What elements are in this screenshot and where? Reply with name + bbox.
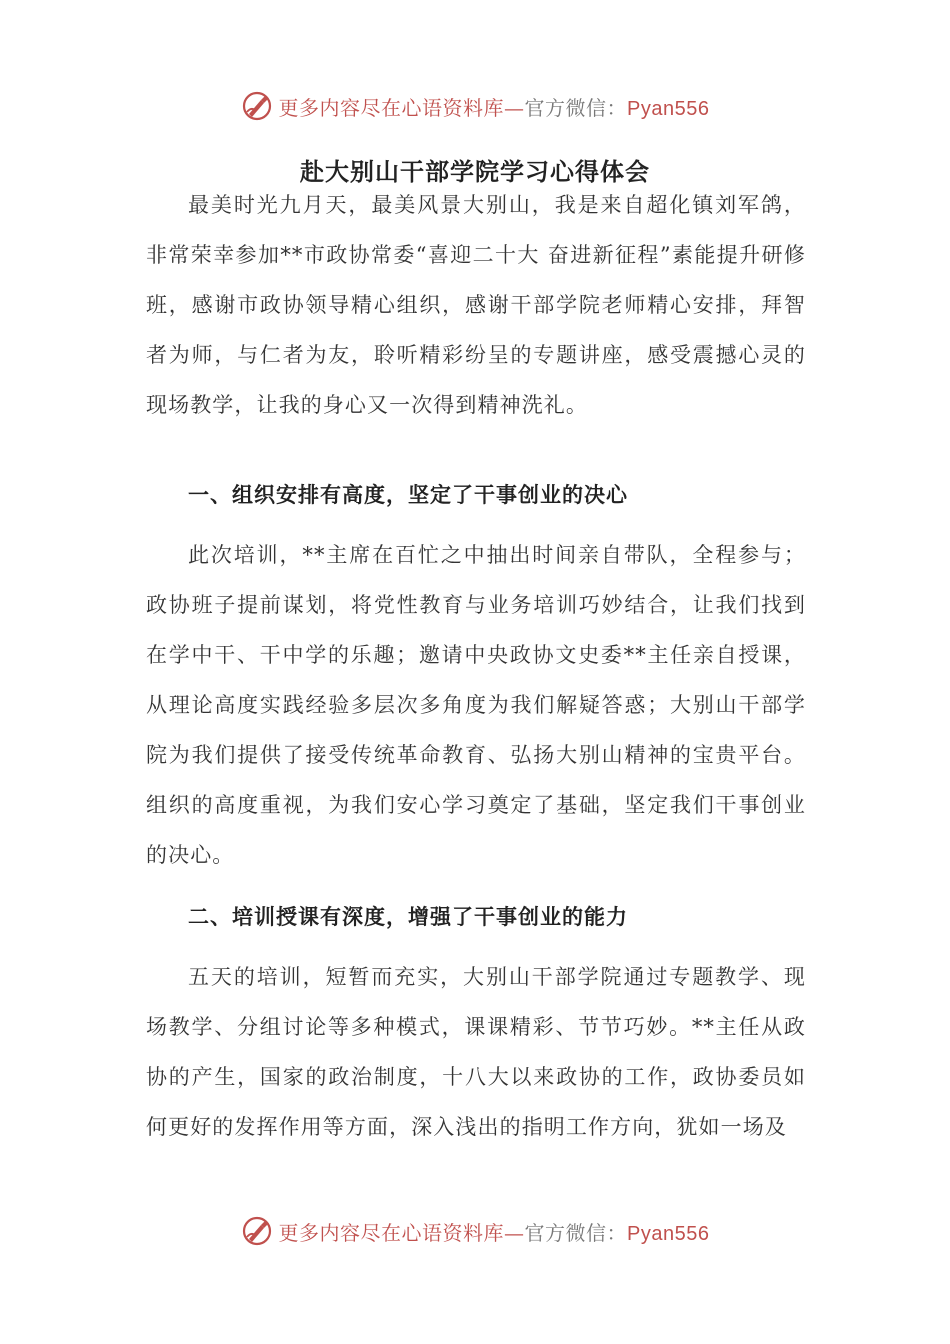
pen-nib-logo-icon xyxy=(241,90,273,122)
paragraph-section-1: 此次培训，**主席在百忙之中抽出时间亲自带队，全程参与；政协班子提前谋划，将党性教育与业务培训巧妙结合，让我们找到在学中干、干中学的乐趣；邀请中央政协文史委**主任亲自授课，从理论高度实践经验多层次多角度为我们解疑答惑；大别山干部学院为我们提供了接受传统革命教育、弘扬大别山精神的宝贵平台。组织的高度重视，为我们安心学习奠定了基础，坚定我们干事创业的决心。 xyxy=(146,543,806,867)
footer-watermark-banner xyxy=(0,1211,950,1251)
header-watermark-banner xyxy=(0,86,950,126)
section-heading-2: 二、培训授课有深度，增强了干事创业的能力 xyxy=(188,905,628,929)
section-heading-1: 一、组织安排有高度，坚定了干事创业的决心 xyxy=(188,483,628,507)
document-title: 赴大别山干部学院学习心得体会 xyxy=(300,158,650,186)
paragraph-section-2: 五天的培训，短暂而充实，大别山干部学院通过专题教学、现场教学、分组讨论等多种模式，课课精彩、节节巧妙。**主任从政协的产生，国家的政治制度，十八大以来政协的工作，政协委员如何更好的发挥作用等方面，深入浅出的指明工作方向，犹如一场及 xyxy=(146,965,806,1139)
banner-text: 更多内容尽在心语资料库—官方微信：Pyan556 xyxy=(278,1220,710,1245)
pen-nib-logo-icon xyxy=(241,1215,273,1247)
paragraph-intro: 最美时光九月天，最美风景大别山，我是来自超化镇刘军鸽，非常荣幸参加**市政协常委“喜迎二十大 奋进新征程”素能提升研修班，感谢市政协领导精心组织，感谢干部学院老师精心安排，拜智者为师，与仁者为友，聆听精彩纷呈的专题讲座，感受震撼心灵的现场教学，让我的身心又一次得到精神洗礼。 xyxy=(146,193,806,417)
banner-text: 更多内容尽在心语资料库—官方微信：Pyan556 xyxy=(278,95,710,120)
